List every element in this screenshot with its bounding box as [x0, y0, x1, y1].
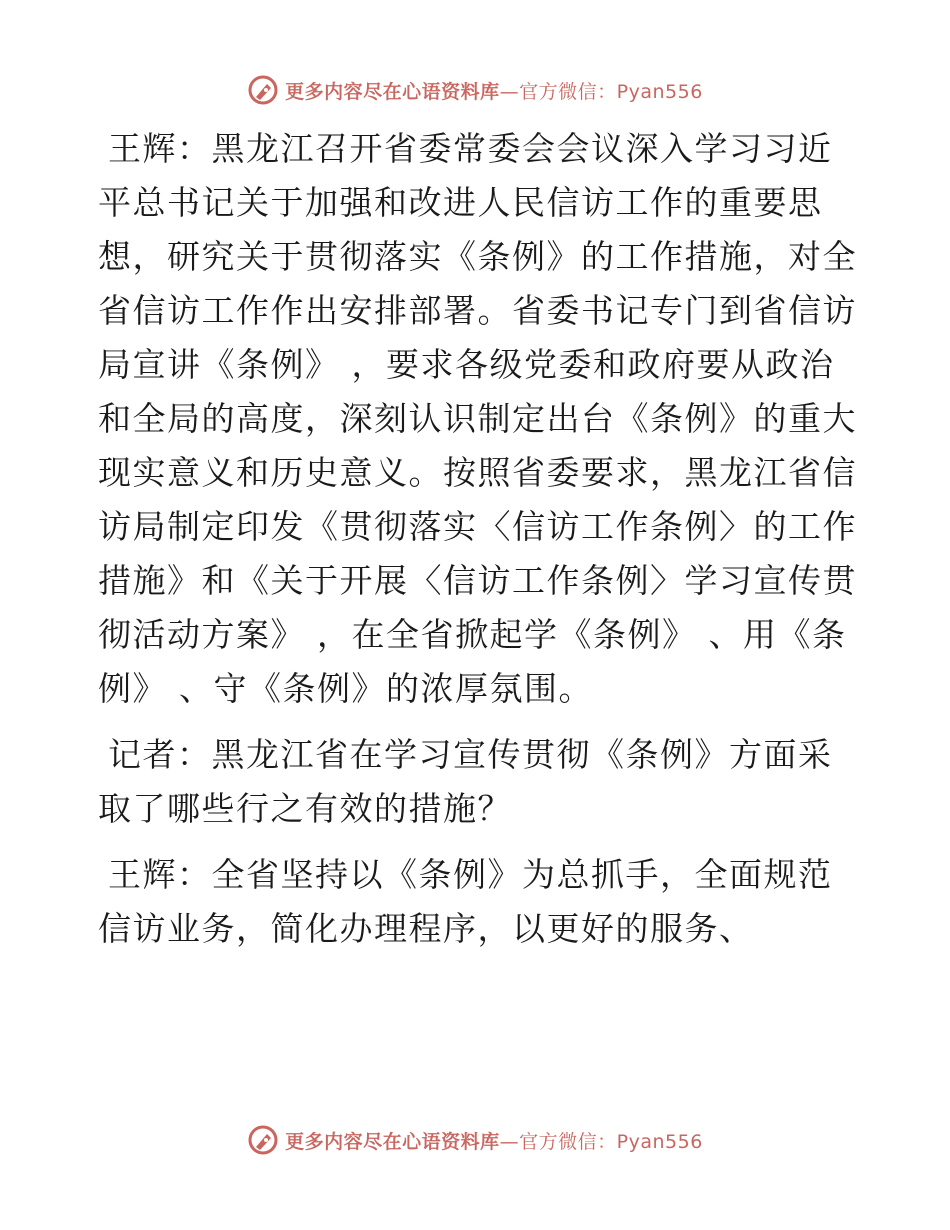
header-watermark	[0, 70, 950, 110]
pen-nib-circle-icon	[247, 74, 279, 106]
watermark-contact: 官方微信：Pyan556	[519, 80, 703, 103]
paragraph-question: 记者：黑龙江省在学习宣传贯彻《条例》方面采取了哪些行之有效的措施？	[98, 735, 833, 828]
paragraph-answer-1: 王辉：黑龙江召开省委常委会会议深入学习习近平总书记关于加强和改进人民信访工作的重要思想，研究关于贯彻落实《条例》的工作措施，对全省信访工作作出安排部署。省委书记专门到省信访局宣讲《条例》 ，要求各级党委和政府要从政治和全局的高度，深刻认识制定出台《条例》的重大现实意义和历史意义。按照省委要求，黑龙江省信访局制定印发《贯彻落实〈信访工作条例〉的工作措施》和《关于开展〈信访工作条例〉学习宣传贯彻活动方案》 ，在全省掀起学《条例》 、用《条例》 、守《条例》的浓厚氛围。	[98, 129, 857, 708]
footer-watermark	[0, 1120, 950, 1160]
watermark-title: 更多内容尽在心语资料库	[285, 80, 500, 103]
watermark-contact: 官方微信：Pyan556	[519, 1130, 703, 1153]
pen-nib-circle-icon	[247, 1124, 279, 1156]
watermark-title: 更多内容尽在心语资料库	[285, 1130, 500, 1153]
watermark-separator: —	[499, 80, 520, 103]
document-body	[98, 122, 858, 956]
paragraph-answer-2: 王辉：全省坚持以《条例》为总抓手，全面规范信访业务，简化办理程序，以更好的服务、	[98, 855, 833, 948]
watermark-separator: —	[499, 1130, 520, 1153]
